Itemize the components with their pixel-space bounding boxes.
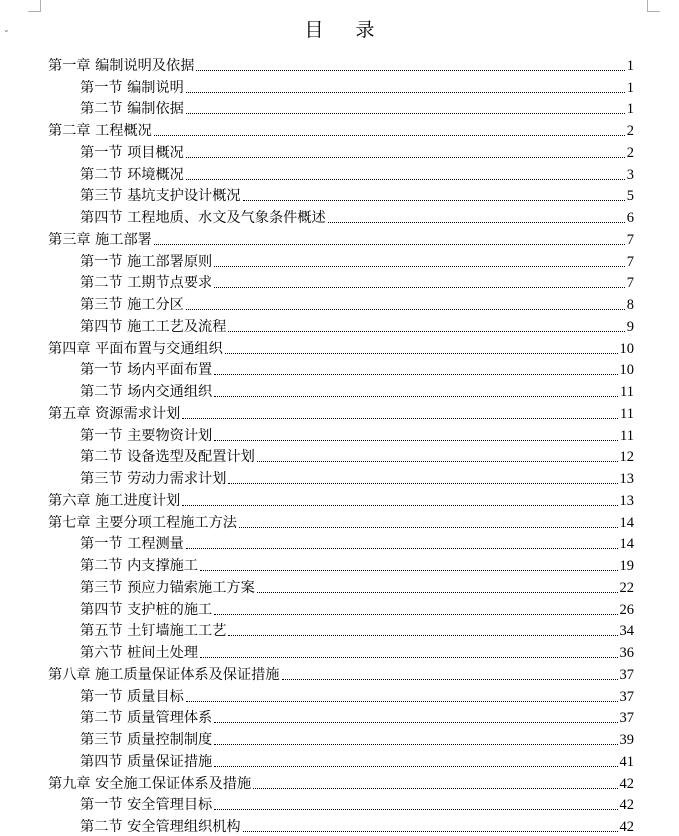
toc-entry-page-number: 1 [626,57,634,74]
toc-entry-chapter[interactable] [48,510,634,532]
toc-entry-section[interactable] [48,553,634,575]
toc-entry-label: 第二节 场内交通组织 [80,384,213,400]
toc-entry-chapter[interactable] [48,662,634,684]
toc-entry-page-number: 42 [619,775,634,792]
toc-entry-section[interactable] [48,314,634,336]
toc-entry-label: 第一节 质量目标 [80,688,184,705]
toc-entry-section[interactable] [48,814,634,836]
dot-leader [154,135,625,136]
dot-leader [214,766,617,767]
toc-entry-page-number: 36 [619,645,634,661]
toc-entry-section[interactable] [48,162,634,184]
toc-entry-section[interactable] [48,532,634,554]
dot-leader [186,113,625,114]
toc-entry-chapter[interactable] [48,401,634,423]
toc-entry-page-number: 42 [619,819,634,835]
toc-entry-label: 第一节 施工部署原则 [80,253,213,270]
toc-entry-page-number: 8 [626,297,634,313]
toc-entry-label: 第六章 施工进度计划 [48,492,181,509]
toc-entry-page-number: 2 [626,144,634,161]
toc-entry-chapter[interactable] [48,488,634,510]
toc-entry-section[interactable] [48,75,634,97]
toc-entry-label: 第五节 土钉墙施工工艺 [80,623,227,640]
toc-entry-chapter[interactable] [48,336,634,358]
toc-entry-label: 第一节 编制说明 [80,79,184,96]
toc-entry-page-number: 14 [619,536,634,553]
toc-entry-chapter[interactable] [48,53,634,75]
toc-entry-label: 第五章 资源需求计划 [48,405,181,422]
dot-leader [214,440,618,441]
toc-entry-page-number: 11 [620,384,634,400]
toc-entry-page-number: 5 [626,188,634,205]
toc-entry-page-number: 42 [619,797,634,814]
toc-entry-label: 第四节 施工工艺及流程 [80,318,227,335]
toc-entry-chapter[interactable] [48,771,634,793]
dot-leader [239,527,618,528]
toc-entry-section[interactable] [48,184,634,206]
toc-entry-label: 第二节 内支撑施工 [80,558,199,574]
toc-entry-section[interactable] [48,597,634,619]
crop-mark-top-left [28,0,41,12]
toc-entry-page-number: 26 [619,601,634,618]
dot-leader [186,548,618,549]
toc-entry-page-number: 3 [626,166,634,183]
toc-entry-label: 第七章 主要分项工程施工方法 [48,514,237,531]
toc-entry-page-number: 11 [620,405,634,422]
toc-entry-page-number: 2 [626,123,634,139]
dot-leader [196,70,624,71]
toc-entry-page-number: 10 [619,340,634,357]
toc-entry-section[interactable] [48,727,634,749]
dot-leader [228,483,617,484]
toc-entry-section[interactable] [48,466,634,488]
toc-entry-label: 第四节 质量保证措施 [80,753,213,770]
dot-leader [282,679,618,680]
toc-entry-label: 第二节 设备选型及配置计划 [80,449,255,466]
dot-leader [228,331,624,332]
dot-leader [186,309,625,310]
toc-entry-page-number: 11 [620,427,634,444]
dot-leader [200,570,617,571]
toc-entry-page-number: 9 [626,318,634,335]
toc-entry-page-number: 1 [626,101,634,118]
toc-entry-section[interactable] [48,575,634,597]
toc-entry-section[interactable] [48,292,634,314]
toc-entry-section[interactable] [48,640,634,662]
toc-entry-section[interactable] [48,271,634,293]
toc-entry-label: 第六节 桩间土处理 [80,645,199,661]
dot-leader [243,200,625,201]
dot-leader [154,244,625,245]
crop-mark-top-right [647,0,660,12]
dot-leader [214,396,618,397]
dot-leader [243,831,618,832]
toc-entry-section[interactable] [48,684,634,706]
toc-entry-page-number: 41 [619,753,634,770]
toc-entry-label: 第二节 安全管理组织机构 [80,819,241,835]
toc-entry-section[interactable] [48,249,634,271]
toc-entry-label: 第一节 项目概况 [80,144,184,161]
paragraph-marker-icon: ⌄ [3,25,10,34]
dot-leader [214,809,617,810]
toc-entry-page-number: 7 [626,231,634,248]
toc-entry-section[interactable] [48,749,634,771]
dot-leader [225,353,618,354]
dot-leader [257,592,618,593]
toc-entry-page-number: 10 [619,362,634,379]
toc-entry-page-number: 6 [626,210,634,226]
toc-entry-label: 第一节 场内平面布置 [80,362,213,379]
toc-entry-chapter[interactable] [48,227,634,249]
toc-entry-label: 第二节 环境概况 [80,166,184,183]
toc-entry-section[interactable] [48,793,634,815]
dot-leader [214,744,617,745]
toc-entry-page-number: 7 [626,275,634,292]
dot-leader [200,657,617,658]
dot-leader [214,374,617,375]
dot-leader [253,788,617,789]
dot-leader [214,287,625,288]
toc-entry-label: 第二节 工期节点要求 [80,275,213,292]
toc-entry-page-number: 13 [619,471,634,487]
toc-entry-label: 第三章 施工部署 [48,231,152,248]
toc-entry-section[interactable] [48,619,634,641]
toc-entry-page-number: 1 [626,79,634,96]
toc-entry-label: 第二节 质量管理体系 [80,710,213,727]
dot-leader [328,222,625,223]
toc-entry-page-number: 22 [619,579,634,596]
dot-leader [186,701,618,702]
toc-entry-page-number: 34 [619,623,634,640]
toc-entry-section[interactable] [48,97,634,119]
toc-entry-label: 第三节 施工分区 [80,297,184,313]
dot-leader [257,461,618,462]
toc-entry-section[interactable] [48,423,634,445]
toc-entry-chapter[interactable] [48,118,634,140]
toc-entry-label: 第三节 质量控制制度 [80,732,213,748]
dot-leader [186,179,625,180]
toc-entry-label: 第一节 工程测量 [80,536,184,553]
toc-entry-label: 第四章 平面布置与交通组织 [48,340,223,357]
dot-leader [214,266,625,267]
toc-entry-page-number: 19 [619,558,634,574]
page-title: 目 录 [304,19,388,41]
toc-entry-section[interactable] [48,140,634,162]
toc-entry-label: 第三节 预应力锚索施工方案 [80,579,255,596]
toc-list [48,53,634,836]
dot-leader [214,614,617,615]
toc-entry-label: 第二节 编制依据 [80,101,184,118]
toc-entry-page-number: 37 [619,710,634,727]
toc-entry-label: 第九章 安全施工保证体系及措施 [48,775,252,792]
toc-entry-section[interactable] [48,445,634,467]
toc-entry-page-number: 13 [619,492,634,509]
toc-entry-section[interactable] [48,706,634,728]
toc-entry-label: 第三节 基坑支护设计概况 [80,188,241,205]
dot-leader [214,722,617,723]
dot-leader [228,635,617,636]
toc-entry-page-number: 14 [619,514,634,531]
toc-entry-label: 第八章 施工质量保证体系及保证措施 [48,666,280,683]
toc-entry-label: 第一节 安全管理目标 [80,797,213,814]
toc-entry-label: 第二章 工程概况 [48,123,152,139]
toc-entry-page-number: 7 [626,253,634,270]
toc-entry-section[interactable] [48,358,634,380]
dot-leader [186,92,625,93]
toc-entry-section[interactable] [48,205,634,227]
toc-entry-page-number: 39 [619,732,634,748]
toc-entry-label: 第一章 编制说明及依据 [48,57,195,74]
toc-entry-section[interactable] [48,379,634,401]
toc-entry-label: 第一节 主要物资计划 [80,427,213,444]
toc-entry-label: 第三节 劳动力需求计划 [80,471,227,487]
toc-entry-label: 第四节 支护桩的施工 [80,601,213,618]
dot-leader [182,418,618,419]
toc-entry-label: 第四节 工程地质、水文及气象条件概述 [80,210,326,226]
toc-entry-page-number: 12 [619,449,634,466]
dot-leader [182,505,617,506]
dot-leader [186,157,625,158]
toc-entry-page-number: 37 [619,688,634,705]
toc-entry-page-number: 37 [619,666,634,683]
